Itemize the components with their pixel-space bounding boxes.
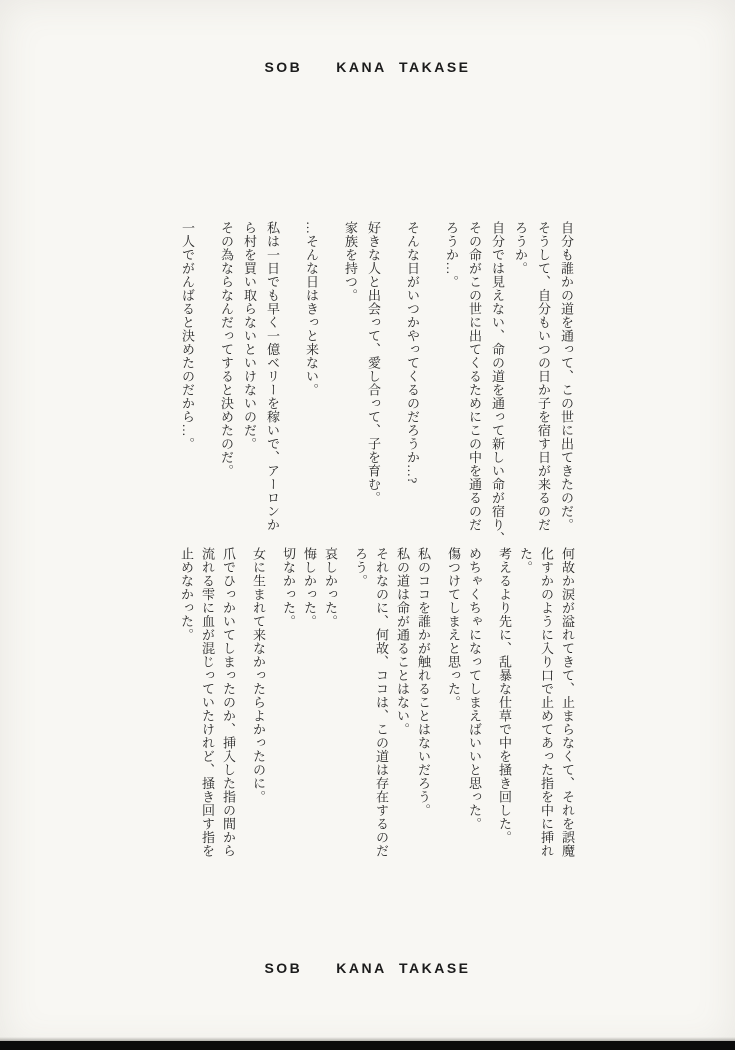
text-column: 何故か涙が溢れてきて、止まらなくて、それを誤魔 (560, 547, 575, 858)
footer-circle-title: SOB (264, 960, 303, 976)
paragraph (176, 221, 199, 541)
page-footer (0, 960, 735, 976)
text-column: ろう。 (353, 547, 368, 588)
header-author-name: KANA TAKASE (336, 59, 471, 75)
paragraph (350, 547, 434, 867)
text-column: その為ならなんだってすると決めたのだ。 (219, 221, 234, 478)
paragraph (176, 547, 239, 867)
text-column: 悔しかった。 (302, 547, 317, 628)
text-column: 自分では見えない、命の道を通って新しい命が宿り、 (490, 221, 505, 545)
paragraph (215, 221, 284, 541)
paragraph (494, 547, 515, 867)
paragraph (440, 221, 578, 545)
text-column: 好きな人と出会って、愛し合って、子を育む。 (366, 221, 381, 505)
paragraph (401, 221, 424, 541)
text-column: その命がこの世に出てくるためにこの中を通るのだ (467, 221, 482, 532)
text-column: た。 (518, 547, 533, 574)
text-column: そんな日がいつかやってくるのだろうか…? (405, 221, 420, 484)
text-column: 私は一日でも早く一億ベリーを稼いで、アーロンか (265, 221, 280, 532)
paragraph (278, 547, 341, 867)
text-column: ろうか。 (513, 221, 528, 275)
text-column: 家族を持つ。 (343, 221, 358, 302)
header-circle-title: SOB (264, 59, 303, 75)
paragraph (300, 221, 323, 541)
text-column: 私の道は命が通ることはない。 (395, 547, 410, 736)
text-column: 哀しかった。 (323, 547, 338, 628)
text-column: 一人でがんばると決めたのだから…。 (180, 221, 195, 451)
text-column: 化すかのように入り口で止めてあった指を中に挿れ (539, 547, 554, 858)
text-column: ら村を買い取らないといけないのだ。 (242, 221, 257, 451)
text-column: めちゃくちゃになってしまえばいいと思った。 (467, 547, 482, 831)
lower-text-block (176, 547, 578, 867)
text-column: それなのに、何故、ココは、この道は存在するのだ (374, 547, 389, 858)
text-column: 女に生まれて来なかったらよかったのに。 (251, 547, 266, 804)
paragraph (248, 547, 269, 867)
text-column: 私のココを誰かが触れることはないだろう。 (416, 547, 431, 817)
text-column: 自分も誰かの道を通って、この世に出てきたのだ。 (559, 221, 574, 532)
text-column: 傷つけてしまえと思った。 (446, 547, 461, 709)
text-column: 爪でひっかいてしまったのか、挿入した指の間から (221, 547, 236, 858)
text-column: ろうか…。 (444, 221, 459, 289)
text-column: そうして、自分もいつの日か子を宿す日が来るのだ (536, 221, 551, 532)
text-column: 切なかった。 (281, 547, 296, 628)
page-bottom-edge (0, 1041, 735, 1050)
text-column: …そんな日はきっと来ない。 (304, 221, 319, 397)
paragraph (515, 547, 578, 867)
upper-text-block (176, 221, 578, 545)
footer-author-name: KANA TAKASE (336, 960, 471, 976)
text-column: 止めなかった。 (179, 547, 194, 642)
page-header (0, 59, 735, 75)
paragraph (443, 547, 485, 867)
paragraph (339, 221, 385, 541)
text-column: 流れる雫に血が混じっていたけれど、掻き回す指を (200, 547, 215, 858)
text-column: 考えるより先に、乱暴な仕草で中を掻き回した。 (497, 547, 512, 844)
